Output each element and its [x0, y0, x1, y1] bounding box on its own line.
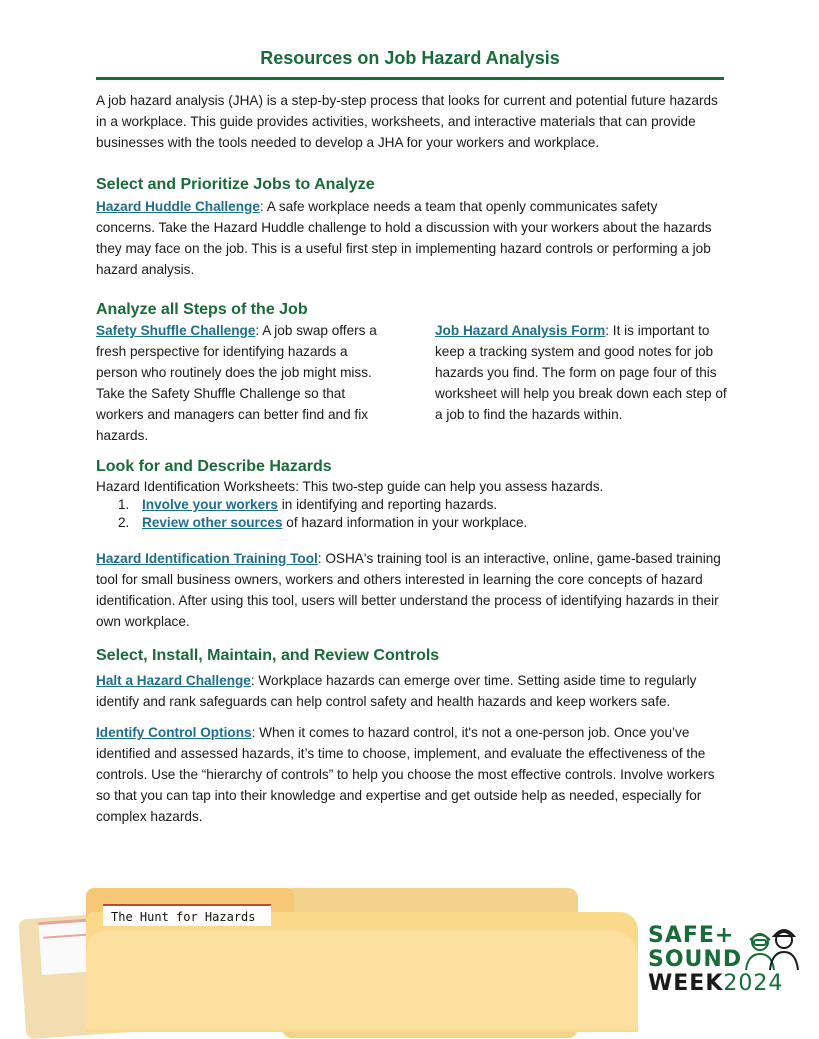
section-heading-analyze-steps: Analyze all Steps of the Job: [96, 301, 308, 318]
safety-shuffle-text: : A job swap offers a fresh perspective for identifying hazards a person who routinely does the job might miss. Take the Safety Shuffle Challenge so that workers and managers can better find and fix hazards.: [96, 323, 377, 443]
halt-hazard-text: : Workplace hazards can emerge over time. Setting aside time to regularly identify and rank safeguards can help control safety and health hazards and keep workers safe.: [96, 673, 697, 709]
section-heading-describe-hazards: Look for and Describe Hazards: [96, 458, 332, 475]
jha-form-paragraph: [435, 320, 735, 425]
list-item: 2. Review other sources of hazard information in your workplace.: [118, 515, 528, 530]
folder-label: The Hunt for Hazards: [103, 904, 271, 926]
jha-form-text: : It is important to keep a tracking system and good notes for job hazards you find. The form on page four of this worksheet will help you break down each step of a job to find the hazards within.: [435, 323, 727, 422]
hazard-huddle-link[interactable]: Hazard Huddle Challenge: [96, 199, 260, 214]
hazard-huddle-text: : A safe workplace needs a team that openly communicates safety concerns. Take the Hazard Huddle challenge to hold a discussion with your workers about the hazards they may face on the job. This is a useful first step in implementing hazard controls or performing a job hazard analysis.: [96, 199, 712, 277]
safety-shuffle-paragraph: [96, 320, 386, 446]
intro-paragraph: A job hazard analysis (JHA) is a step-by-step process that looks for current and potential future hazards in a workplace. This guide provides activities, worksheets, and interactive materials that can provide businesses with the tools needed to develop a JHA for your workers and workplace.: [96, 93, 718, 150]
identify-controls-text: : When it comes to hazard control, it's not a one-person job. Once you’ve identified and assessed hazards, it’s time to choose, implement, and evaluate the effectiveness of the controls. Use the “hierarchy of controls” to help you choose the most effective controls. Involve workers so that you can tap into their knowledge and expertise and get outside help as needed, especially for complex hazards.: [96, 725, 715, 824]
logo-year: 2024: [723, 971, 784, 996]
page-title: Resources on Job Hazard Analysis: [260, 48, 560, 68]
section-heading-select-jobs: Select and Prioritize Jobs to Analyze: [96, 176, 375, 193]
review-sources-link[interactable]: Review other sources: [142, 515, 283, 530]
section-heading-controls: Select, Install, Maintain, and Review Controls: [96, 647, 440, 664]
halt-hazard-link[interactable]: Halt a Hazard Challenge: [96, 673, 251, 688]
jha-form-link[interactable]: Job Hazard Analysis Form: [435, 323, 606, 338]
list-item: 1. Involve your workers in identifying and reporting hazards.: [118, 497, 498, 512]
worksheets-lead: Hazard Identification Worksheets: This two-step guide can help you assess hazards.: [96, 479, 604, 494]
title-divider: [96, 77, 724, 80]
hazard-huddle-paragraph: [96, 196, 716, 280]
logo-line-safe: SAFE+: [648, 923, 735, 948]
training-tool-link[interactable]: Hazard Identification Training Tool: [96, 551, 318, 566]
involve-workers-link[interactable]: Involve your workers: [142, 497, 278, 512]
training-tool-text: : OSHA's training tool is an interactive, online, game-based training tool for small business owners, workers and others interested in learning the core concepts of hazard identification. After using this tool, users will better understand the process of identifying hazards in their own workplace.: [96, 551, 721, 629]
logo-line-week: WEEK2024: [648, 971, 784, 996]
training-tool-paragraph: [96, 548, 724, 632]
workers-icon: [740, 922, 802, 972]
halt-hazard-paragraph: [96, 670, 730, 712]
logo-line-sound: SOUND: [648, 947, 743, 972]
identify-controls-link[interactable]: Identify Control Options: [96, 725, 252, 740]
worksheets-list: [118, 496, 527, 532]
folder-front-panel: [86, 930, 638, 1030]
safety-shuffle-link[interactable]: Safety Shuffle Challenge: [96, 323, 256, 338]
identify-controls-paragraph: [96, 722, 730, 827]
